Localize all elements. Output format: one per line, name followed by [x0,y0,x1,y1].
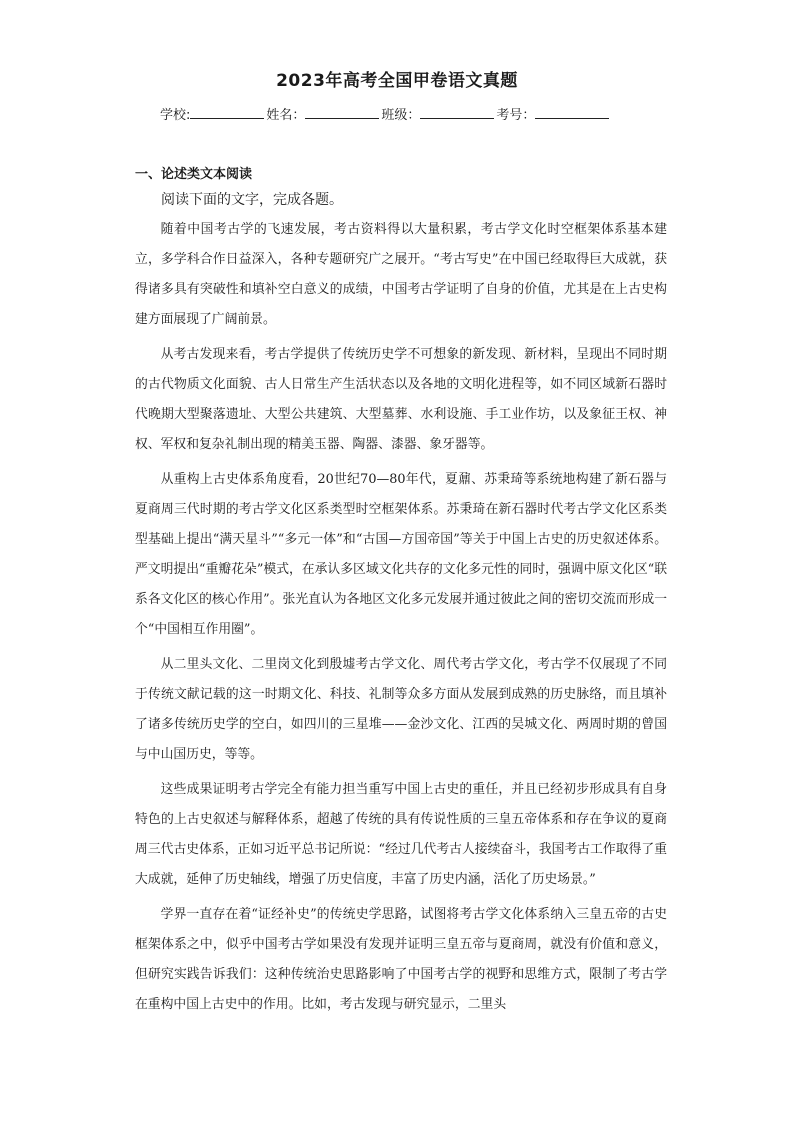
section-heading: 一、论述类文本阅读 [135,167,253,182]
reading-instruction: 阅读下面的文字，完成各题。 [161,192,343,208]
school-label: 学校: [160,108,191,123]
school-blank[interactable] [190,104,264,119]
school-field [160,104,266,123]
exam-title: 2023年高考全国甲卷语文真题 [276,71,518,91]
exam-number-field [496,104,611,123]
passage-paragraph: 从重构上古史体系角度看，20世纪70—80年代，夏鼐、苏秉琦等系统地构建了新石器与夏商周三代时期的考古学文化区系类型时空框架体系。苏秉琦在新石器时代考古学文化区系类型基础上提出“满天星斗”“多元一体”和“古国—方国帝国”等关于中国上古史的历史叙述体系。严文明提出“重瓣花朵”模式，在承认多区域文化共存的文化多元性的同时，强调中原文化区“联系各文化区的核心作用”。张光直认为各地区文化多元发展并通过彼此之间的密切交流而形成一个“中国相互作用圈”。 [135,472,667,637]
name-blank[interactable] [305,104,379,119]
exam-number-label: 考号： [496,108,536,123]
passage-paragraph: 这些成果证明考古学完全有能力担当重写中国上古史的重任，并且已经初步形成具有自身特色的上古史叙述与解释体系，超越了传统的具有传说性质的三皇五帝体系和存在争议的夏商周三代古史体系，正如习近平总书记所说：“经过几代考古人接续奋斗，我国考古工作取得了重大成就，延伸了历史轴线，增强了历史信度，丰富了历史内涵，活化了历史场景。” [135,782,667,887]
class-blank[interactable] [420,104,494,119]
reading-passage [135,215,667,1025]
passage-paragraph: 学界一直存在着“证经补史”的传统史学思路，试图将考古学文化体系纳入三皇五帝的古史框架体系之中，似乎中国考古学如果没有发现并证明三皇五帝与夏商周，就没有价值和意义，但研究实践告诉我们：这种传统治史思路影响了中国考古学的视野和思维方式，限制了考古学在重构中国上古史中的作用。比如，考古发现与研究显示，二里头 [135,907,667,1012]
exam-number-blank[interactable] [535,104,609,119]
class-field [381,104,496,123]
class-label: 班级： [381,108,421,123]
passage-paragraph: 从二里头文化、二里岗文化到殷墟考古学文化、周代考古学文化，考古学不仅展现了不同于传统文献记载的这一时期文化、科技、礼制等众多方面从发展到成熟的历史脉络，而且填补了诸多传统历史学的空白，如四川的三星堆——金沙文化、江西的吴城文化、两周时期的曾国与中山国历史，等等。 [135,657,667,762]
name-field [266,104,381,123]
student-info-row [160,104,611,123]
name-label: 姓名： [266,108,306,123]
passage-paragraph: 随着中国考古学的飞速发展，考古资料得以大量积累，考古学文化时空框架体系基本建立，多学科合作日益深入，各种专题研究广之展开。“考古写史”在中国已经取得巨大成就，获得诸多具有突破性和填补空白意义的成绩，中国考古学证明了自身的价值，尤其是在上古史构建方面展现了广阔前景。 [135,222,667,327]
passage-paragraph: 从考古发现来看，考古学提供了传统历史学不可想象的新发现、新材料，呈现出不同时期的古代物质文化面貌、古人日常生产生活状态以及各地的文明化进程等，如不同区域新石器时代晚期大型聚落遗址、大型公共建筑、大型墓葬、水利设施、手工业作坊，以及象征王权、神权、军权和复杂礼制出现的精美玉器、陶器、漆器、象牙器等。 [135,347,667,452]
